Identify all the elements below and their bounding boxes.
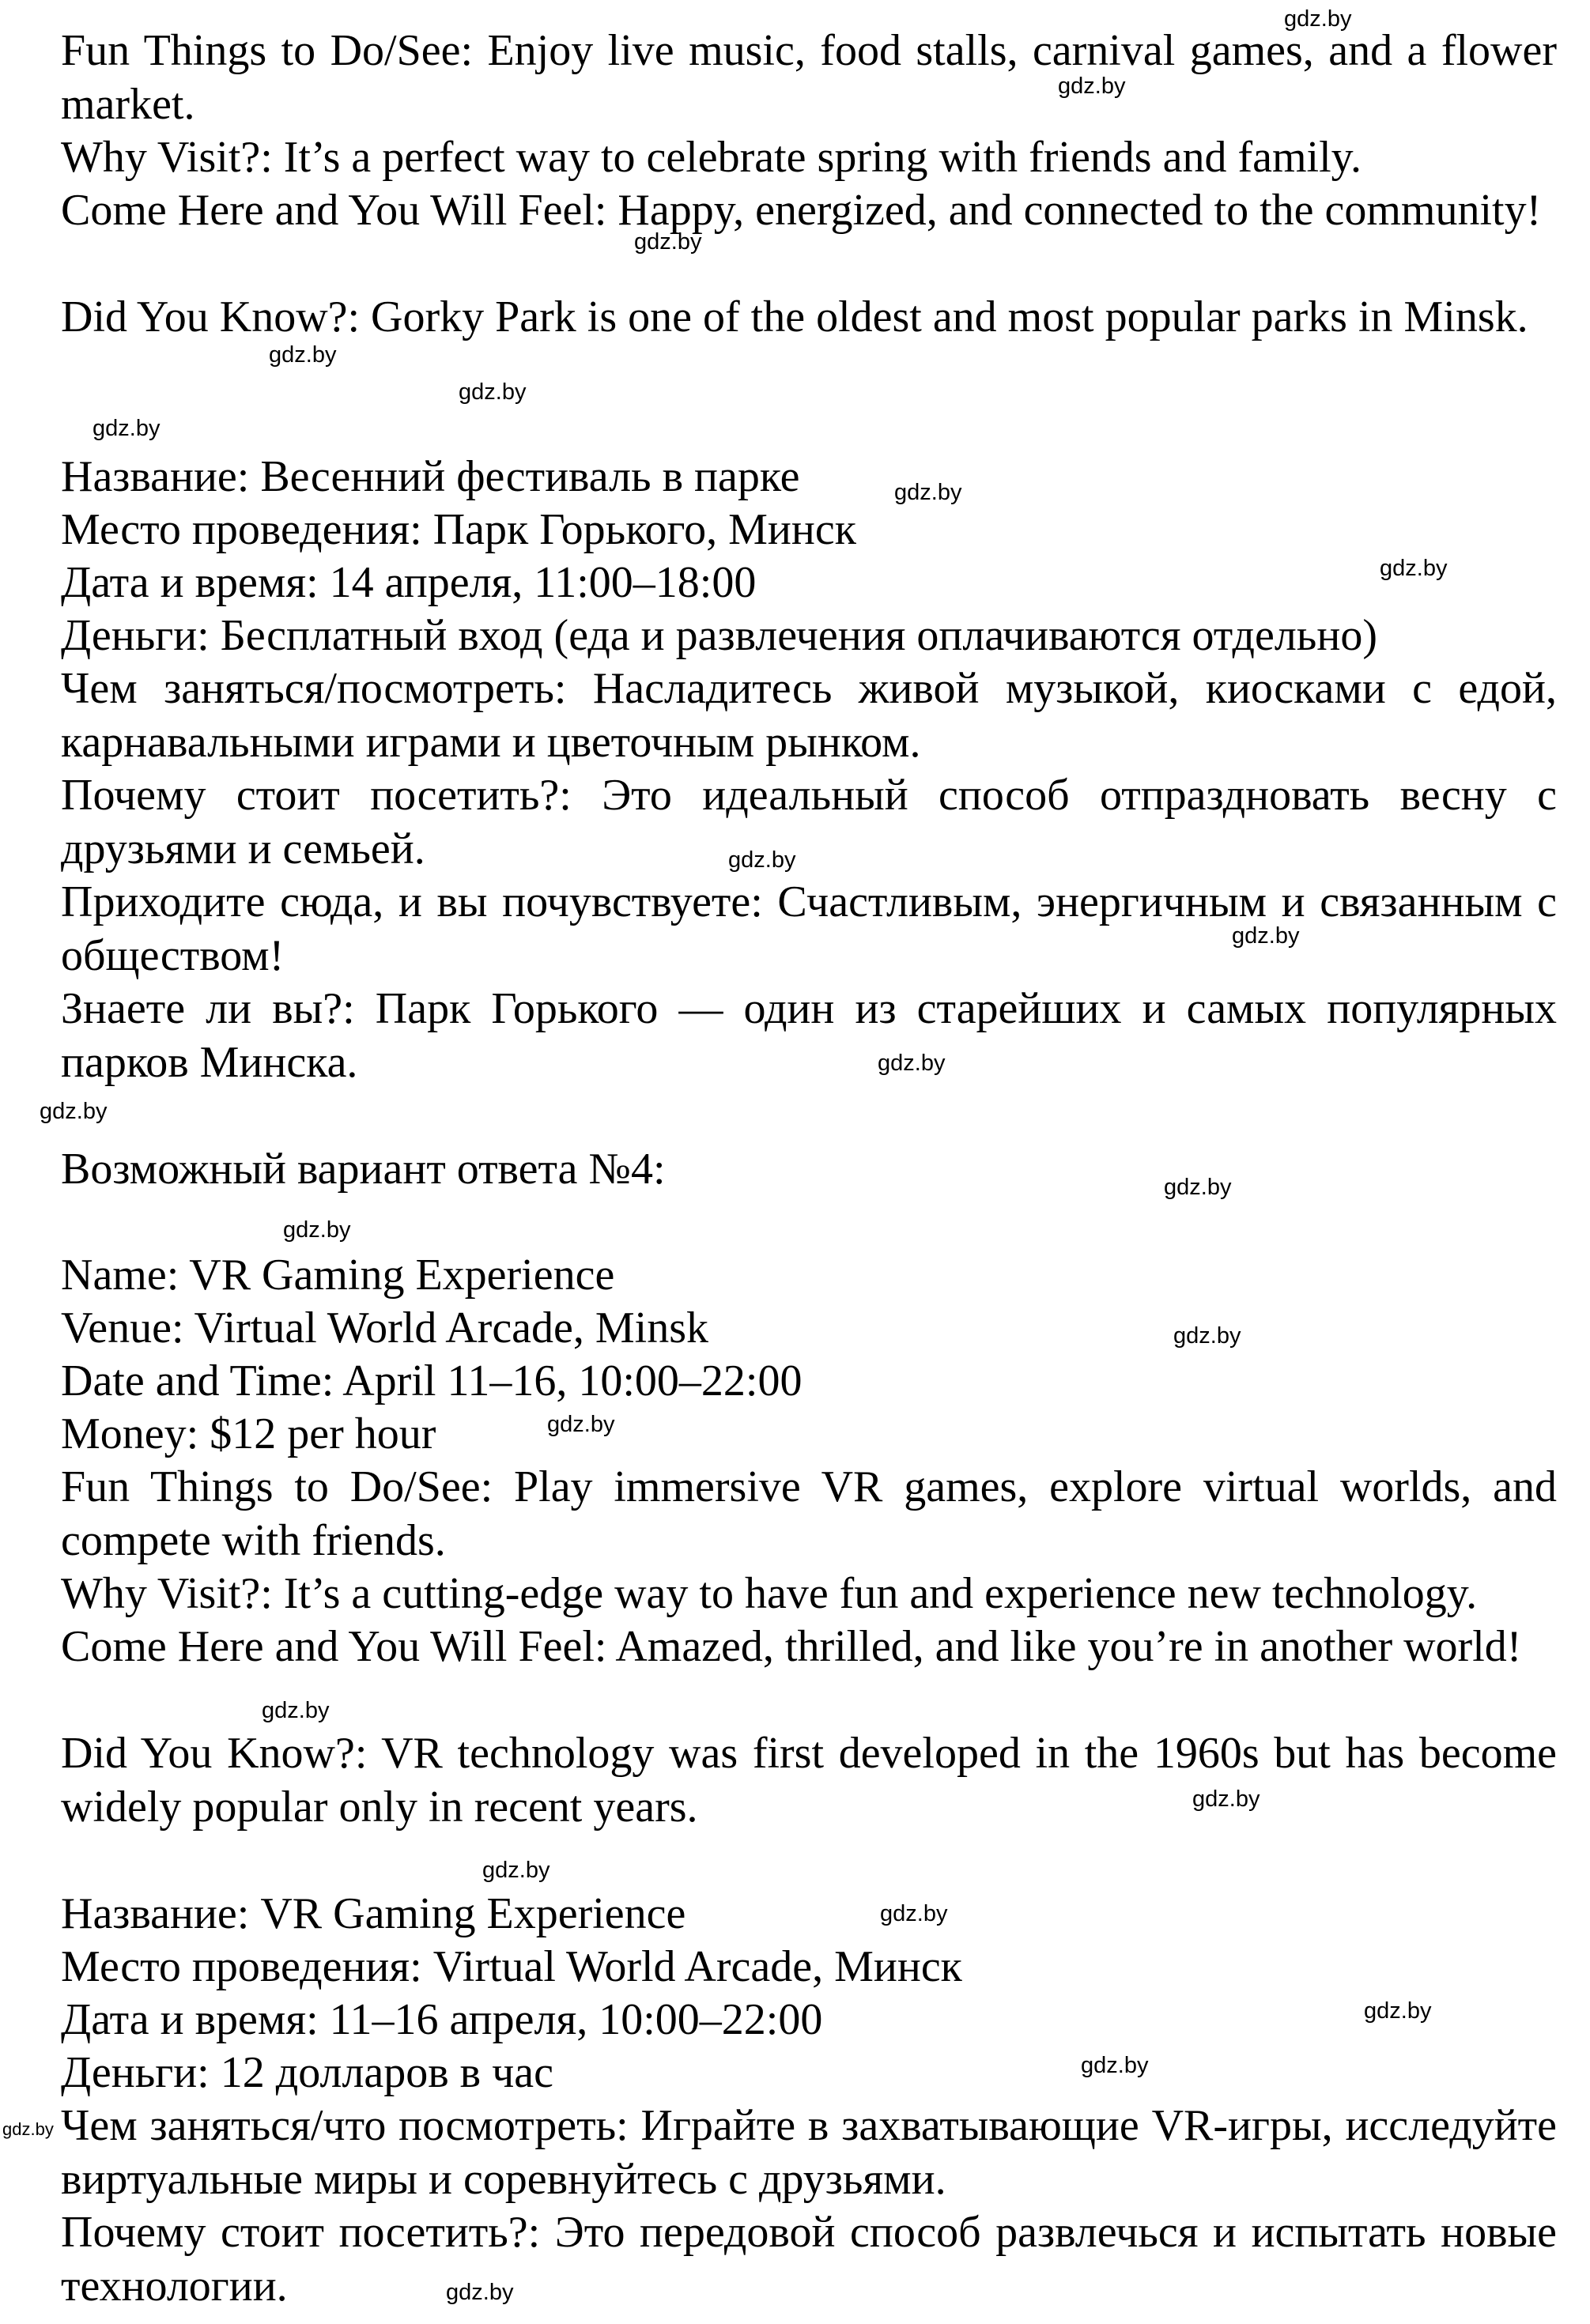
watermark: gdz.by	[547, 1412, 615, 1437]
watermark: gdz.by	[459, 379, 527, 405]
b2-name: Название: Весенний фестиваль в парке	[61, 452, 800, 501]
b3-fun-things: Fun Things to Do/See: Play immersive VR games, explore virtual worlds, and compete with friends.	[61, 1462, 1557, 1565]
b3-money: Money: $12 per hour	[61, 1409, 436, 1458]
watermark: gdz.by	[634, 229, 702, 255]
watermark: gdz.by	[880, 1901, 948, 1926]
b3-name: Name: VR Gaming Experience	[61, 1251, 615, 1300]
b2-date: Дата и время: 14 апреля, 11:00–18:00	[61, 558, 757, 607]
b2-did-you-know: Знаете ли вы?: Парк Горького — один из старейших и самых популярных парков Минска.	[61, 984, 1557, 1087]
b1-did-you-know: Did You Know?: Gorky Park is one of the oldest and most popular parks in Minsk.	[61, 292, 1528, 341]
watermark: gdz.by	[269, 342, 337, 368]
watermark: gdz.by	[878, 1051, 946, 1076]
watermark: gdz.by	[93, 416, 161, 441]
watermark: gdz.by	[1192, 1786, 1260, 1812]
b4-why-visit: Почему стоит посетить?: Это передовой способ развлечься и испытать новые технологии.	[61, 2208, 1557, 2311]
b3-feel: Come Here and You Will Feel: Amazed, thrilled, and like you’re in another world!	[61, 1622, 1522, 1671]
watermark: gdz.by	[1058, 74, 1126, 99]
watermark: gdz.by	[1173, 1323, 1241, 1349]
b4-name: Название: VR Gaming Experience	[61, 1889, 686, 1938]
b2-venue: Место проведения: Парк Горького, Минск	[61, 505, 856, 554]
watermark: gdz.by	[446, 2280, 514, 2305]
watermark: gdz.by	[283, 1217, 351, 1243]
watermark: gdz.by	[1232, 923, 1300, 949]
watermark: gdz.by	[1284, 6, 1352, 32]
b2-feel: Приходите сюда, и вы почувствуете: Счастливым, энергичным и связанным с обществом!	[61, 877, 1557, 980]
watermark: gdz.by	[1364, 1998, 1432, 2024]
b3-did-you-know: Did You Know?: VR technology was first developed in the 1960s but has become widely popular only in recent years.	[61, 1729, 1557, 1832]
b2-money: Деньги: Бесплатный вход (еда и развлечения оплачиваются отдельно)	[61, 611, 1377, 660]
watermark: gdz.by	[894, 480, 962, 505]
b2-why-visit: Почему стоит посетить?: Это идеальный способ отпраздновать весну с друзьями и семьей.	[61, 771, 1557, 873]
b4-date: Дата и время: 11–16 апреля, 10:00–22:00	[61, 1995, 823, 2044]
watermark: gdz.by	[2, 2119, 54, 2139]
b1-fun-things: Fun Things to Do/See: Enjoy live music, food stalls, carnival games, and a flower market.	[61, 26, 1557, 129]
b1-feel: Come Here and You Will Feel: Happy, energized, and connected to the community!	[61, 186, 1542, 235]
b3-date: Date and Time: April 11–16, 10:00–22:00	[61, 1356, 803, 1405]
b4-venue: Место проведения: Virtual World Arcade, Минск	[61, 1942, 962, 1991]
watermark: gdz.by	[40, 1099, 108, 1124]
watermark: gdz.by	[728, 847, 796, 873]
b4-money: Деньги: 12 долларов в час	[61, 2048, 553, 2097]
answer-heading: Возможный вариант ответа №4:	[61, 1145, 666, 1194]
b3-why-visit: Why Visit?: It’s a cutting-edge way to have fun and experience new technology.	[61, 1569, 1478, 1618]
b2-fun-things: Чем заняться/посмотреть: Насладитесь живой музыкой, киосками с едой, карнавальными играми и цветочным рынком.	[61, 664, 1557, 767]
watermark: gdz.by	[482, 1858, 550, 1883]
watermark: gdz.by	[1380, 556, 1448, 581]
watermark: gdz.by	[262, 1698, 330, 1723]
watermark: gdz.by	[1164, 1175, 1232, 1200]
b3-venue: Venue: Virtual World Arcade, Minsk	[61, 1303, 709, 1353]
b1-why-visit: Why Visit?: It’s a perfect way to celebrate spring with friends and family.	[61, 133, 1362, 182]
watermark: gdz.by	[1081, 2053, 1149, 2078]
b4-fun-things: Чем заняться/что посмотреть: Играйте в захватывающие VR-игры, исследуйте виртуальные миры и соревнуйтесь с друзьями.	[61, 2101, 1557, 2204]
